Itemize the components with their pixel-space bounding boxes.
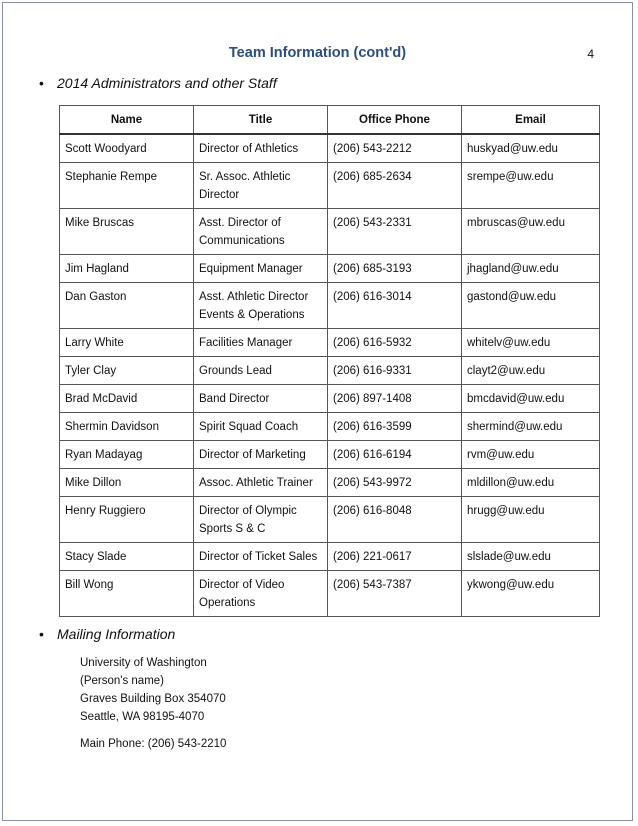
table-row [60,283,600,329]
cell-title: Director of Video Operations [194,571,328,617]
table-row [60,385,600,413]
table-row [60,134,600,163]
cell-phone: (206) 616-3014 [328,283,462,329]
cell-name: Henry Ruggiero [60,497,194,543]
address-line: (Person's name) [80,675,165,687]
table-row [60,571,600,617]
cell-title: Band Director [194,385,328,413]
staff-heading-text: 2014 Administrators and other Staff [57,75,277,91]
cell-phone: (206) 616-3599 [328,413,462,441]
cell-phone: (206) 897-1408 [328,385,462,413]
table-row [60,209,600,255]
cell-email: mbruscas@uw.edu [462,209,600,255]
cell-email: huskyad@uw.edu [462,134,600,163]
table-row [60,441,600,469]
cell-name: Jim Hagland [60,255,194,283]
cell-title: Spirit Squad Coach [194,413,328,441]
column-header-name: Name [60,106,194,135]
cell-phone: (206) 616-8048 [328,497,462,543]
cell-email: hrugg@uw.edu [462,497,600,543]
cell-phone: (206) 543-2212 [328,134,462,163]
page-number: 4 [587,47,594,61]
table-row [60,357,600,385]
cell-title: Director of Athletics [194,134,328,163]
cell-title: Sr. Assoc. Athletic Director [194,163,328,209]
table-row [60,413,600,441]
column-header-email: Email [462,106,600,135]
cell-name: Bill Wong [60,571,194,617]
cell-title: Equipment Manager [194,255,328,283]
cell-title: Facilities Manager [194,329,328,357]
mailing-heading-text: Mailing Information [57,626,176,642]
cell-phone: (206) 685-3193 [328,255,462,283]
cell-email: clayt2@uw.edu [462,357,600,385]
cell-title: Director of Olympic Sports S & C [194,497,328,543]
bullet-icon: • [39,626,44,642]
cell-email: whitelv@uw.edu [462,329,600,357]
cell-title: Asst. Athletic Director Events & Operations [194,283,328,329]
address-line: Graves Building Box 354070 [80,693,226,705]
table-header-row [60,106,600,135]
main-phone: Main Phone: (206) 543-2210 [80,738,227,750]
cell-name: Ryan Madayag [60,441,194,469]
staff-section-heading [39,75,277,91]
cell-phone: (206) 616-5932 [328,329,462,357]
cell-phone: (206) 221-0617 [328,543,462,571]
table-row [60,543,600,571]
table-row [60,497,600,543]
column-header-title: Title [194,106,328,135]
cell-phone: (206) 685-2634 [328,163,462,209]
cell-title: Director of Ticket Sales [194,543,328,571]
cell-name: Brad McDavid [60,385,194,413]
cell-name: Stephanie Rempe [60,163,194,209]
cell-email: gastond@uw.edu [462,283,600,329]
cell-name: Tyler Clay [60,357,194,385]
cell-email: ykwong@uw.edu [462,571,600,617]
mailing-address [80,654,226,753]
cell-email: shermind@uw.edu [462,413,600,441]
cell-name: Larry White [60,329,194,357]
table-row [60,163,600,209]
cell-phone: (206) 616-6194 [328,441,462,469]
cell-phone: (206) 543-2331 [328,209,462,255]
table-row [60,255,600,283]
cell-name: Mike Bruscas [60,209,194,255]
cell-name: Scott Woodyard [60,134,194,163]
cell-name: Dan Gaston [60,283,194,329]
address-line: University of Washington [80,657,207,669]
cell-title: Assoc. Athletic Trainer [194,469,328,497]
cell-title: Director of Marketing [194,441,328,469]
table-row [60,329,600,357]
staff-table-body [60,134,600,617]
cell-email: srempe@uw.edu [462,163,600,209]
cell-name: Shermin Davidson [60,413,194,441]
page-title: Team Information (cont'd) [228,45,407,61]
table-row [60,469,600,497]
cell-title: Asst. Director of Communications [194,209,328,255]
bullet-icon: • [39,75,44,91]
cell-phone: (206) 543-9972 [328,469,462,497]
cell-title: Grounds Lead [194,357,328,385]
cell-name: Stacy Slade [60,543,194,571]
address-line: Seattle, WA 98195-4070 [80,711,205,723]
staff-table-container [59,105,599,617]
cell-email: mldillon@uw.edu [462,469,600,497]
mailing-section-heading [39,626,175,642]
cell-phone: (206) 543-7387 [328,571,462,617]
cell-email: slslade@uw.edu [462,543,600,571]
cell-phone: (206) 616-9331 [328,357,462,385]
cell-email: jhagland@uw.edu [462,255,600,283]
document-page [2,2,633,821]
cell-name: Mike Dillon [60,469,194,497]
staff-table [59,105,600,617]
cell-email: rvm@uw.edu [462,441,600,469]
column-header-phone: Office Phone [328,106,462,135]
cell-email: bmcdavid@uw.edu [462,385,600,413]
